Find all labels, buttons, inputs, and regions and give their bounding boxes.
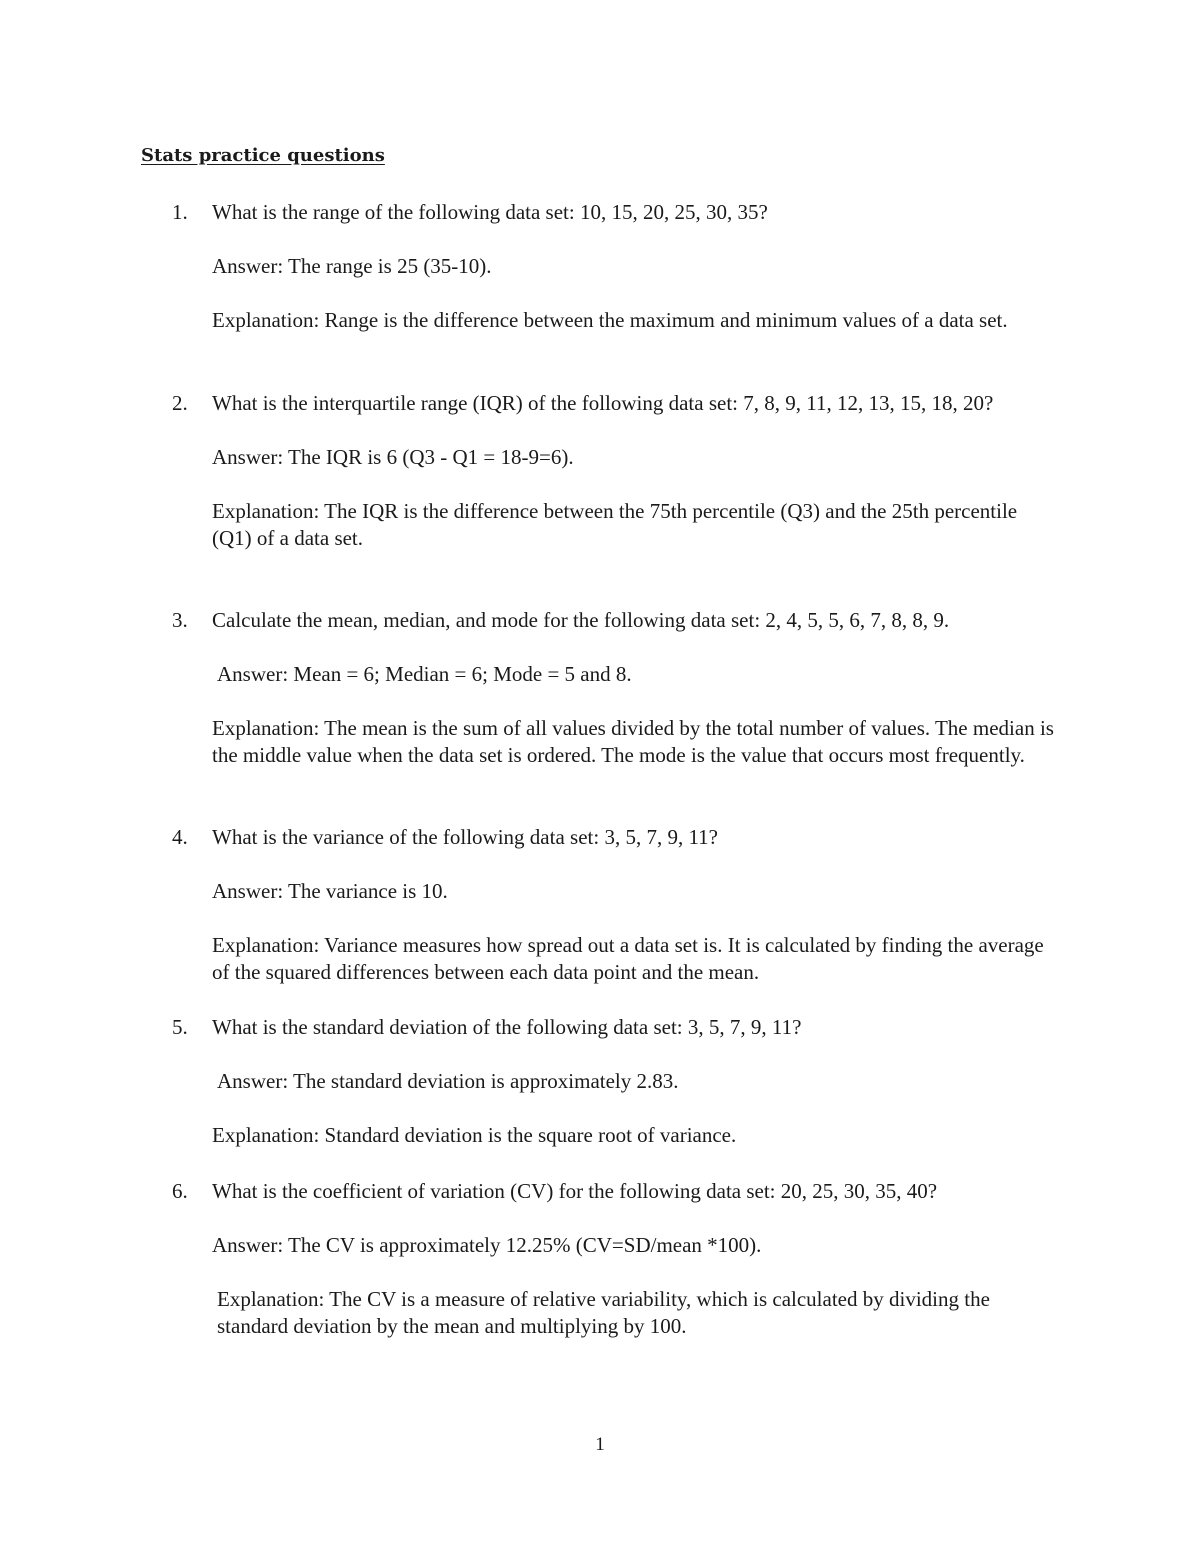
question-answer: Answer: The CV is approximately 12.25% (CV=SD/mean *100). xyxy=(212,1233,762,1257)
question-number: 4. xyxy=(172,825,188,849)
question-explanation: Explanation: Standard deviation is the square root of variance. xyxy=(212,1123,737,1147)
question-explanation: Explanation: The CV is a measure of relative variability, which is calculated by dividing the standard deviation by the mean and multiplying by 100. xyxy=(217,1287,990,1338)
question-answer: Answer: The range is 25 (35-10). xyxy=(212,254,492,278)
question-number: 6. xyxy=(172,1179,188,1203)
question-number: 5. xyxy=(172,1015,188,1039)
question-item xyxy=(172,390,1062,552)
question-text: What is the range of the following data set: 10, 15, 20, 25, 30, 35? xyxy=(212,200,768,224)
question-item xyxy=(172,1178,1062,1340)
question-text: Calculate the mean, median, and mode for the following data set: 2, 4, 5, 5, 6, 7, 8, 8, 9. xyxy=(212,608,950,632)
question-item xyxy=(172,824,1062,986)
question-number: 1. xyxy=(172,200,188,224)
question-answer: Answer: The standard deviation is approximately 2.83. xyxy=(217,1069,679,1093)
question-number: 2. xyxy=(172,391,188,415)
question-item xyxy=(172,607,1062,769)
question-answer: Answer: The IQR is 6 (Q3 - Q1 = 18-9=6). xyxy=(212,445,574,469)
question-text: What is the coefficient of variation (CV) for the following data set: 20, 25, 30, 35, 40? xyxy=(212,1179,938,1203)
question-item xyxy=(172,199,1062,334)
question-answer: Answer: The variance is 10. xyxy=(212,879,448,903)
document-title: Stats practice questions xyxy=(141,145,385,166)
question-explanation: Explanation: Range is the difference between the maximum and minimum values of a data set. xyxy=(212,308,1008,332)
question-text: What is the variance of the following data set: 3, 5, 7, 9, 11? xyxy=(212,825,718,849)
question-text: What is the standard deviation of the following data set: 3, 5, 7, 9, 11? xyxy=(212,1015,802,1039)
question-explanation: Explanation: Variance measures how spread out a data set is. It is calculated by finding the average of the squared differences between each data point and the mean. xyxy=(212,933,1044,984)
question-text: What is the interquartile range (IQR) of the following data set: 7, 8, 9, 11, 12, 13, 15, 18, 20? xyxy=(212,391,994,415)
question-explanation: Explanation: The mean is the sum of all values divided by the total number of values. The median is the middle value when the data set is ordered. The mode is the value that occurs most frequently. xyxy=(212,716,1054,767)
question-number: 3. xyxy=(172,608,188,632)
question-item xyxy=(172,1014,1062,1149)
question-answer: Answer: Mean = 6; Median = 6; Mode = 5 and 8. xyxy=(217,662,632,686)
page-number: 1 xyxy=(595,1434,605,1455)
question-explanation: Explanation: The IQR is the difference between the 75th percentile (Q3) and the 25th percentile (Q1) of a data set. xyxy=(212,499,1018,550)
